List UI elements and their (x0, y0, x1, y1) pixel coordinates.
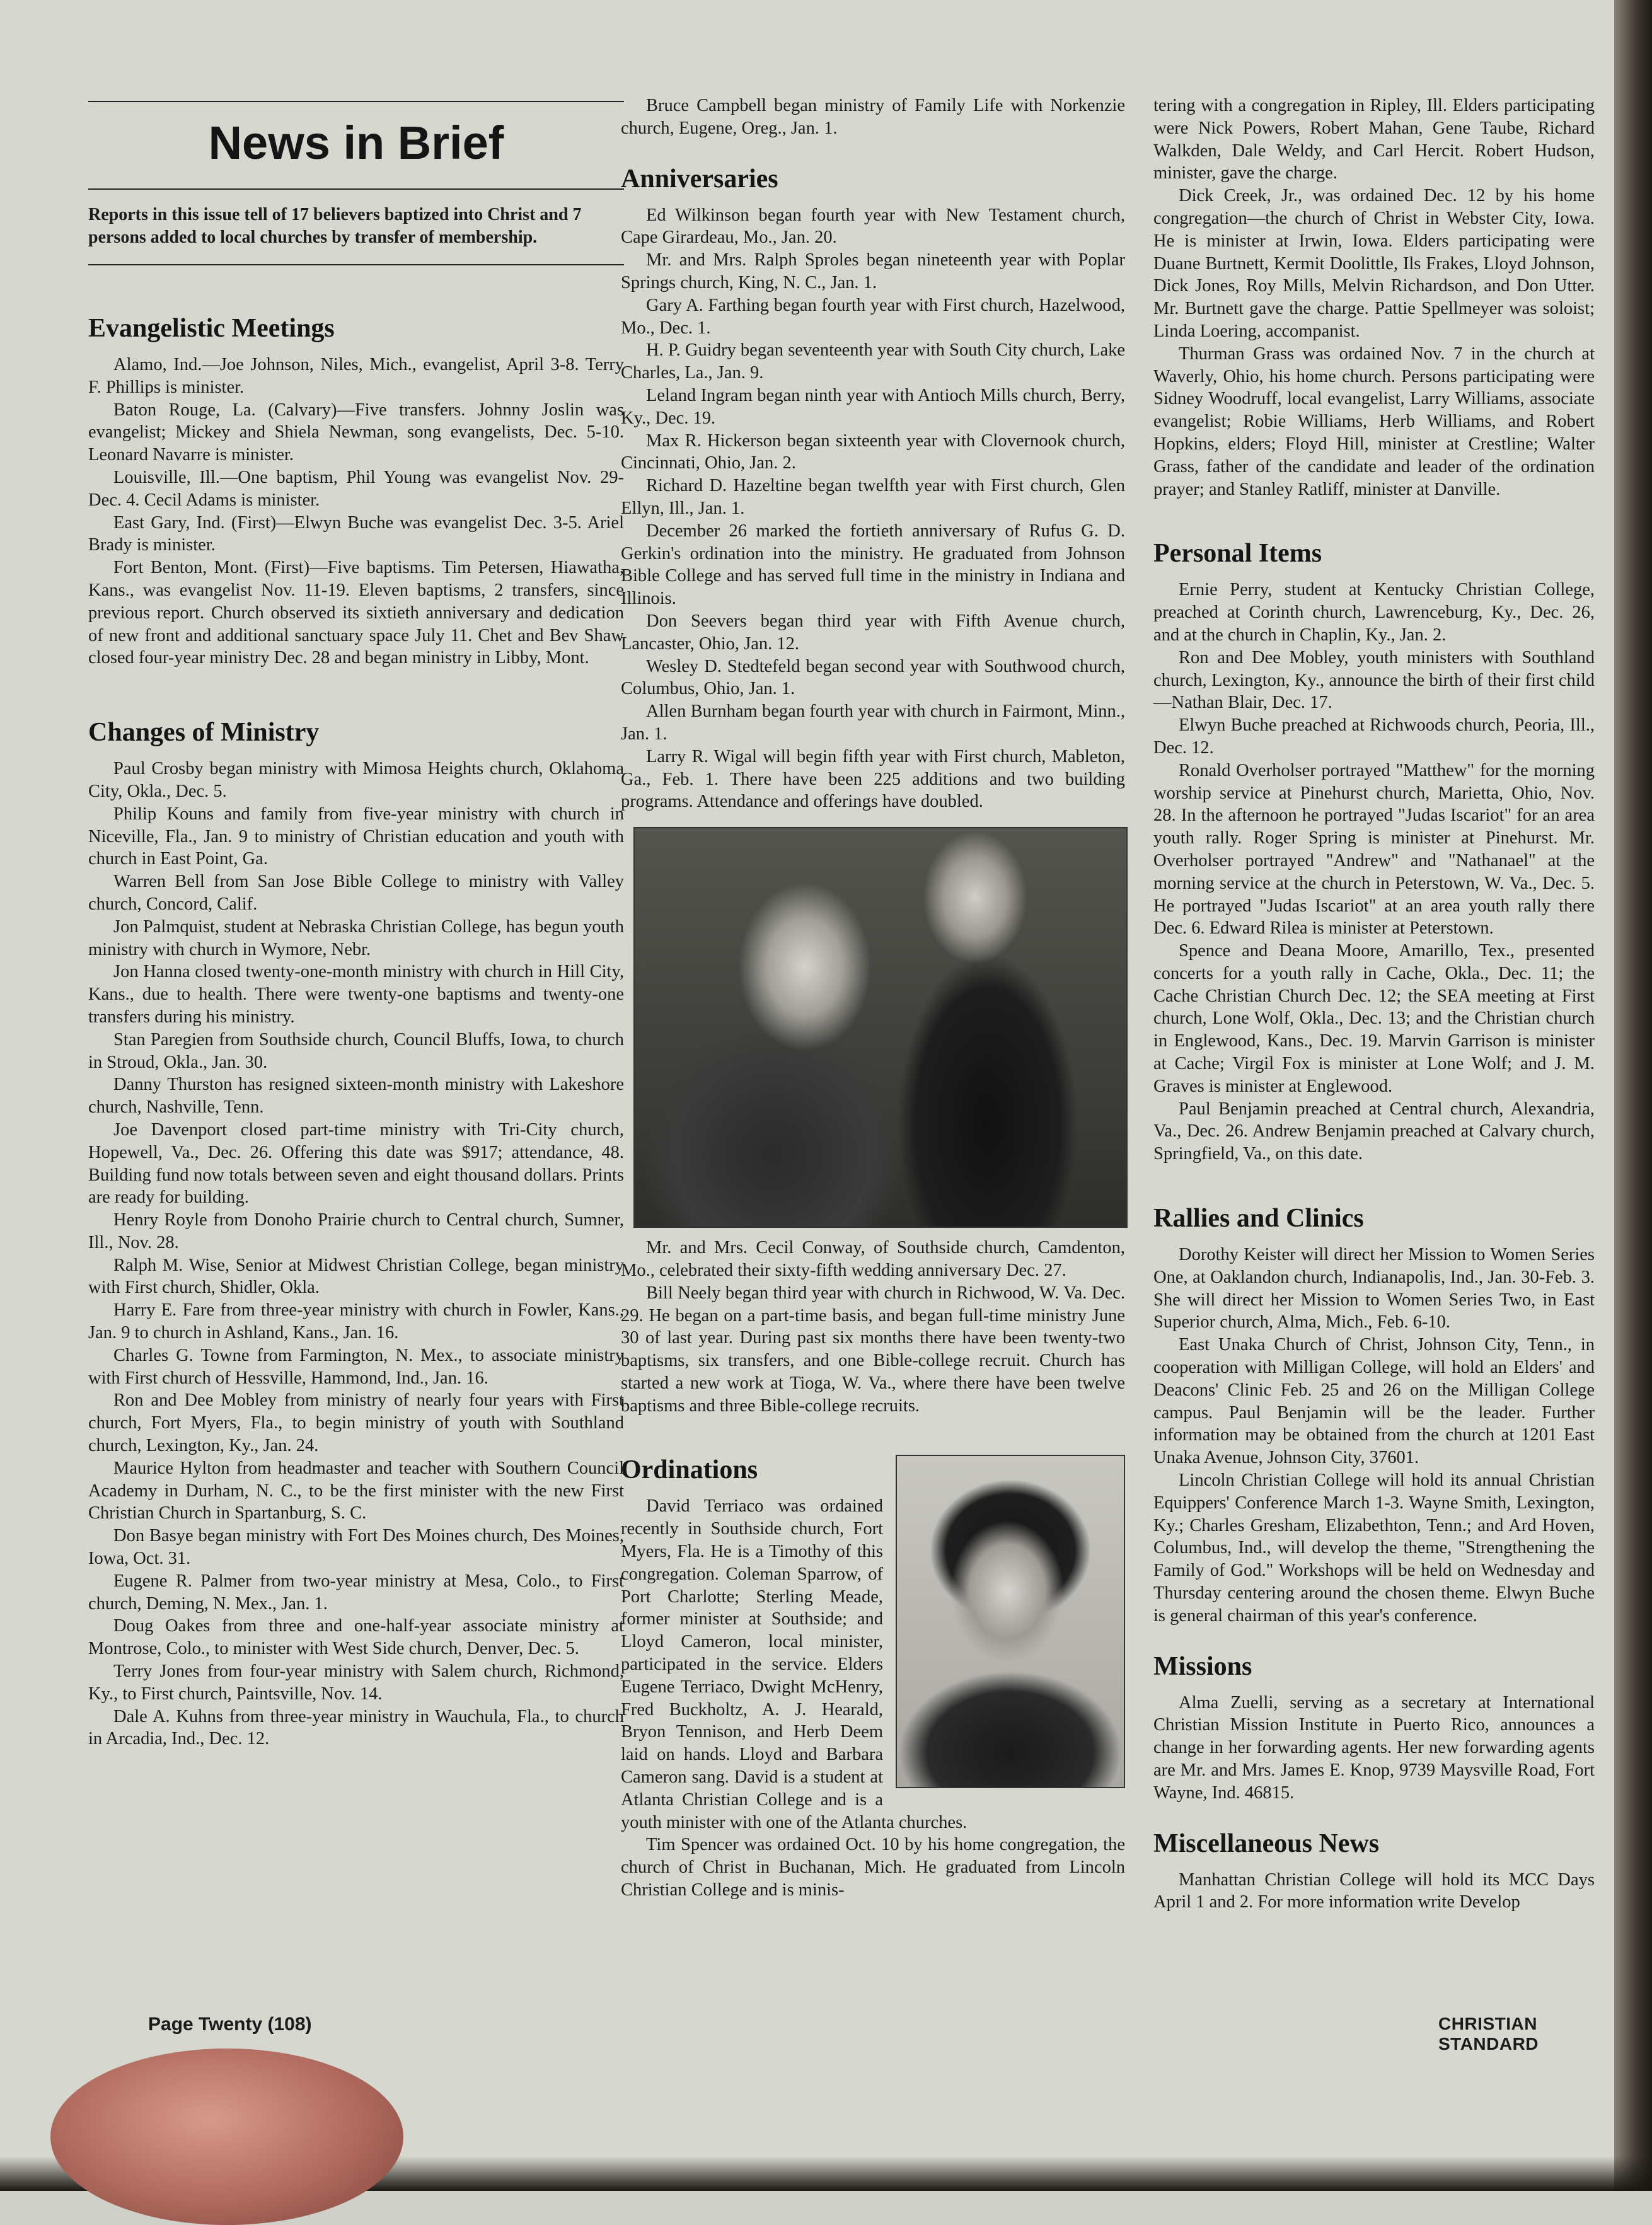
news-item: Wesley D. Stedtefeld began second year with Southwood church, Columbus, Ohio, Jan. 1. (621, 656, 1125, 699)
ordinations-continued (1153, 95, 1595, 500)
news-item: Manhattan Christian College will hold its MCC Days April 1 and 2. For more information write Develop (1153, 1870, 1595, 1912)
news-item: Louisville, Ill.—One baptism, Phil Young was evangelist Nov. 29-Dec. 4. Cecil Adams is minister. (88, 467, 624, 510)
anniversary-couple-photo (633, 827, 1128, 1228)
changes-list (88, 758, 624, 1750)
news-item: Richard D. Hazeltine began twelfth year with First church, Glen Ellyn, Ill., Jan. 1. (621, 476, 1125, 518)
news-item: Philip Kouns and family from five-year ministry with church in Niceville, Fla., Jan. 9 to ministry of Christian education and youth with church in East Point, Ga. (88, 804, 624, 869)
news-item: Dorothy Keister will direct her Mission to Women Series One, at Oaklandon church, Indianapolis, Ind., Jan. 30-Feb. 3. She will direct her Mission to Women Series Two, in East Superior church, Alma, Mich., Feb. 6-10. (1153, 1245, 1595, 1332)
anniversaries-list (621, 204, 1125, 814)
news-item: December 26 marked the fortieth anniversary of Rufus G. D. Gerkin's ordination into the ministry. He graduated from Johnson Bible College and has served full time in the ministry in Indiana and Illinois. (621, 521, 1125, 609)
section-masthead: News in Brief (208, 117, 504, 169)
news-item: Fort Benton, Mont. (First)—Five baptisms. Tim Petersen, Hiawatha, Kans., was evangelist Nov. 11-19. Eleven baptisms, 2 transfers, since previous report. Church observed its sixtieth anniversary and dedication of new front and additional sanctuary space July 11. Chet and Bev Shaw closed four-year ministry Dec. 28 and began ministry in Libby, Mont. (88, 558, 624, 668)
news-item: Mr. and Mrs. Ralph Sproles began nineteenth year with Poplar Springs church, King, N. C., Jan. 1. (621, 250, 1125, 292)
news-item: Ronald Overholser portrayed "Matthew" for the morning worship service at Pinehurst church, Marietta, Ohio, Nov. 28. In the afternoon he portrayed "Judas Iscariot" for an area youth rally. Roger Spring is minister at Pinehurst. Mr. Overholser portrayed "Andrew" and "Nathanael" at the morning service at the church in Peterstown, W. Va., Dec. 5. He portrayed "Judas Iscariot" at an area youth rally there Dec. 6. Edward Rilea is minister at Peterstown. (1153, 760, 1595, 939)
news-item: Thurman Grass was ordained Nov. 7 in the church at Waverly, Ohio, his home church. Persons participating were Sidney Woodruff, local evangelist, Larry Williams, associate evangelist; Robie Williams, Herb Williams, and Robert Hopkins, elders; Floyd Hill, minister at Crestline; Walter Grass, father of the candidate and leader of the ordination prayer; and Stanley Ratliff, minister at Danville. (1153, 344, 1595, 499)
news-item: Dick Creek, Jr., was ordained Dec. 12 by his home congregation—the church of Christ in Webster City, Iowa. He is minister at Irwin, Iowa. Elders participating were Duane Burtnett, Kermit Doolittle, Ils Frakes, Lloyd Johnson, Dick Jones, Roy Mills, Melvin Richardson, and Don Utter. Mr. Burtnett gave the charge. Pattie Spellmeyer was soloist; Linda Loering, accompanist. (1153, 186, 1595, 341)
heading-anniversaries: Anniversaries (621, 164, 778, 194)
news-item: Spence and Deana Moore, Amarillo, Tex., presented concerts for a youth rally in Cache, Okla., Dec. 11; the Cache Christian Church Dec. 12; the SEA meeting at First church, Lone Wolf, Okla., Dec. 13; and the Christian church in Englewood, Kans., Dec. 19. Marvin Garrison is minister at Cache; Virgil Fox is minister at Lone Wolf; and J. M. Graves is minister at Englewood. (1153, 941, 1595, 1096)
heading-missions: Missions (1153, 1651, 1252, 1681)
news-item: Elwyn Buche preached at Richwoods church, Peoria, Ill., Dec. 12. (1153, 715, 1595, 758)
news-item: Jon Hanna closed twenty-one-month ministry with church in Hill City, Kans., due to health. There were twenty-one baptisms and twenty-one transfers during his ministry. (88, 962, 624, 1027)
news-item: Doug Oakes from three and one-half-year associate ministry at Montrose, Colo., to minister with West Side church, Denver, Dec. 5. (88, 1616, 624, 1659)
news-item: East Gary, Ind. (First)—Elwyn Buche was evangelist Dec. 3-5. Ariel Brady is minister. (88, 512, 624, 555)
heading-rallies-and-clinics: Rallies and Clinics (1153, 1204, 1364, 1234)
news-item: Larry R. Wigal will begin fifth year with First church, Mableton, Ga., Feb. 1. There have been 225 additions and two building programs. Attendance and offerings have doubled. (621, 746, 1125, 812)
news-item: Baton Rouge, La. (Calvary)—Five transfers. Johnny Joslin was evangelist; Mickey and Shiela Newman, song evangelists, Dec. 5-10. Leonard Navarre is minister. (88, 400, 624, 465)
heading-evangelistic-meetings: Evangelistic Meetings (88, 314, 335, 343)
news-item: H. P. Guidry began seventeenth year with South City church, Lake Charles, La., Jan. 9. (621, 340, 1125, 383)
masthead-rule-bottom (88, 188, 624, 190)
news-item: Stan Paregien from Southside church, Council Bluffs, Iowa, to church in Stroud, Okla., Jan. 30. (88, 1029, 624, 1072)
news-item: Danny Thurston has resigned sixteen-month ministry with Lakeshore church, Nashville, Tenn. (88, 1075, 624, 1118)
news-item: Bill Neely began third year with church in Richwood, W. Va. Dec. 29. He began on a part-time basis, and began full-time ministry June 30 of last year. During past six months there have been twenty-two baptisms, six transfers, and one Bible-college recruit. Church has started a new work at Tioga, W. Va., where there have been twelve baptisms and three Bible-college recruits. (621, 1283, 1125, 1416)
news-item: Dale A. Kuhns from three-year ministry in Wauchula, Fla., to church in Arcadia, Ind., Dec. 12. (88, 1706, 624, 1749)
ordinations-block (621, 1455, 1125, 1901)
column-middle (621, 95, 1125, 1902)
news-item: Lincoln Christian College will hold its annual Christian Equippers' Conference March 1-3. Wayne Smith, Lexington, Ky.; Charles Gresham, Elizabethton, Tenn.; and Ard Hoven, Columbus, Ind., will develop the theme, "Strengthening the Family of God." Workshops will be held on Wednesday and Thursday centering around the chosen theme. Elwyn Buche is general chairman of this year's conference. (1153, 1471, 1595, 1626)
news-item: Allen Burnham began fourth year with church in Fairmont, Minn., Jan. 1. (621, 702, 1125, 744)
news-item: Maurice Hylton from headmaster and teacher with Southern Council Academy in Durham, N. C., to be the first minister with the new First Christian Church in Spartanburg, S. C. (88, 1458, 624, 1523)
news-item: East Unaka Church of Christ, Johnson City, Tenn., in cooperation with Milligan College, will hold an Elders' and Deacons' Clinic Feb. 25 and 26 on the Milligan College campus. Paul Benjamin will be the leader. Further information may be obtained from the church at 1201 East Unaka Avenue, Johnson City, 37601. (1153, 1335, 1595, 1468)
news-item: Alamo, Ind.—Joe Johnson, Niles, Mich., evangelist, April 3-8. Terry F. Phillips is minister. (88, 355, 624, 397)
column-left (88, 101, 624, 1750)
column-right (1153, 95, 1595, 1914)
masthead-rule-top (88, 101, 624, 102)
thumb-holding-page (50, 2049, 403, 2225)
news-item: Joe Davenport closed part-time ministry with Tri-City church, Hopewell, Va., Dec. 26. Offering this date was $917; attendance, 48. Building fund now totals between seven and eight thousand dollars. Prints are ready for building. (88, 1119, 624, 1208)
photo-caption: Mr. and Mrs. Cecil Conway, of Southside church, Camdenton, Mo., celebrated their sixty-fifth wedding anniversary Dec. 27. (621, 1238, 1125, 1280)
news-item: Ron and Dee Mobley from ministry of nearly four years with First church, Fort Myers, Fla., to begin ministry of youth with Southland church, Lexington, Ky., Jan. 24. (88, 1390, 624, 1456)
news-item: Paul Crosby began ministry with Mimosa Heights church, Oklahoma City, Okla., Dec. 5. (88, 759, 624, 801)
news-item: David Terriaco was ordained recently in Southside church, Fort Myers, Fla. He is a Timothy of this congregation. Coleman Sparrow, of Port Charlotte; Sterling Meade, former minister at Southside; and Lloyd Cameron, local minister, participated in the service. Elders Eugene Terriaco, Dwight McHenry, Fred Buckholtz, A. J. Hearald, Bryon Tennison, and Herb Deem laid on hands. Lloyd and Barbara Cameron sang. David is a student at Atlanta Christian College and is a youth minister with one of the Atlanta churches. (621, 1496, 968, 1832)
binding-spine (1614, 0, 1652, 2191)
news-item: Jon Palmquist, student at Nebraska Christian College, has begun youth ministry with church in Wymore, Nebr. (88, 916, 624, 959)
ordination-portrait-photo (896, 1455, 1125, 1788)
heading-miscellaneous-news: Miscellaneous News (1153, 1829, 1380, 1858)
news-item: tering with a congregation in Ripley, Ill. Elders participating were Nick Powers, Robert Mahan, Gene Taube, Richard Walkden, Dale Weldy, and Carl Hercit. Robert Hudson, minister, gave the charge. (1153, 96, 1595, 183)
news-item: Ron and Dee Mobley, youth ministers with Southland church, Lexington, Ky., announce the birth of their first child—Nathan Blair, Dec. 17. (1153, 647, 1595, 713)
intro-summary: Reports in this issue tell of 17 believers baptized into Christ and 7 persons added to local churches by transfer of membership. (88, 205, 582, 247)
news-item: Alma Zuelli, serving as a secretary at International Christian Mission Institute in Puerto Rico, announces a change in her forwarding agents. Her new forwarding agents are Mr. and Mrs. James E. Knop, 9739 Maysville Road, Fort Wayne, Ind. 46815. (1153, 1692, 1595, 1803)
personal-list (1153, 579, 1595, 1165)
publication-name: CHRISTIAN STANDARD (1438, 2014, 1539, 2054)
heading-changes-of-ministry: Changes of Ministry (88, 718, 320, 748)
news-item: Ralph M. Wise, Senior at Midwest Christian College, began ministry with First church, Shidler, Okla. (88, 1255, 624, 1298)
rallies-list (1153, 1244, 1595, 1627)
news-item: Leland Ingram began ninth year with Antioch Mills church, Berry, Ky., Dec. 19. (621, 385, 1125, 428)
news-item: Don Basye began ministry with Fort Des Moines church, Des Moines, Iowa, Oct. 31. (88, 1526, 624, 1569)
news-item: Terry Jones from four-year ministry with Salem church, Richmond, Ky., to First church, Paintsville, Nov. 14. (88, 1662, 624, 1704)
news-item: Henry Royle from Donoho Prairie church to Central church, Sumner, Ill., Nov. 28. (88, 1210, 624, 1252)
news-item: Ernie Perry, student at Kentucky Christian College, preached at Corinth church, Lawrenceburg, Ky., Dec. 26, and at the church in Chaplin, Ky., Jan. 2. (1153, 580, 1595, 645)
page-number: Page Twenty (108) (148, 2014, 312, 2035)
news-item: Tim Spencer was ordained Oct. 10 by his home congregation, the church of Christ in Buchanan, Mich. He graduated from Lincoln Christian College and is minis- (621, 1835, 1125, 1900)
heading-personal-items: Personal Items (1153, 539, 1322, 569)
news-item: Max R. Hickerson began sixteenth year with Clovernook church, Cincinnati, Ohio, Jan. 2. (621, 431, 1125, 473)
news-item: Don Seevers began third year with Fifth Avenue church, Lancaster, Ohio, Jan. 12. (621, 611, 1125, 654)
evangelistic-list (88, 354, 624, 669)
news-item: Gary A. Farthing began fourth year with First church, Hazelwood, Mo., Dec. 1. (621, 295, 1125, 338)
news-item: Ed Wilkinson began fourth year with New Testament church, Cape Girardeau, Mo., Jan. 20. (621, 205, 1125, 248)
news-item: Paul Benjamin preached at Central church, Alexandria, Va., Dec. 26. Andrew Benjamin preached at Calvary church, Springfield, Va., on this date. (1153, 1099, 1595, 1164)
news-item: Harry E. Fare from three-year ministry with church in Fowler, Kans., Jan. 9 to church in Ashland, Kans., Jan. 16. (88, 1300, 624, 1343)
news-item: Charles G. Towne from Farmington, N. Mex., to associate ministry with First church of Hessville, Hammond, Ind., Jan. 16. (88, 1345, 624, 1388)
news-item: Eugene R. Palmer from two-year ministry at Mesa, Colo., to First church, Deming, N. Mex., Jan. 1. (88, 1571, 624, 1614)
news-item: Warren Bell from San Jose Bible College to ministry with Valley church, Concord, Calif. (88, 872, 624, 914)
news-item: Bruce Campbell began ministry of Family Life with Norkenzie church, Eugene, Oreg., Jan. 1. (621, 96, 1125, 138)
heading-ordinations: Ordinations (621, 1455, 758, 1485)
